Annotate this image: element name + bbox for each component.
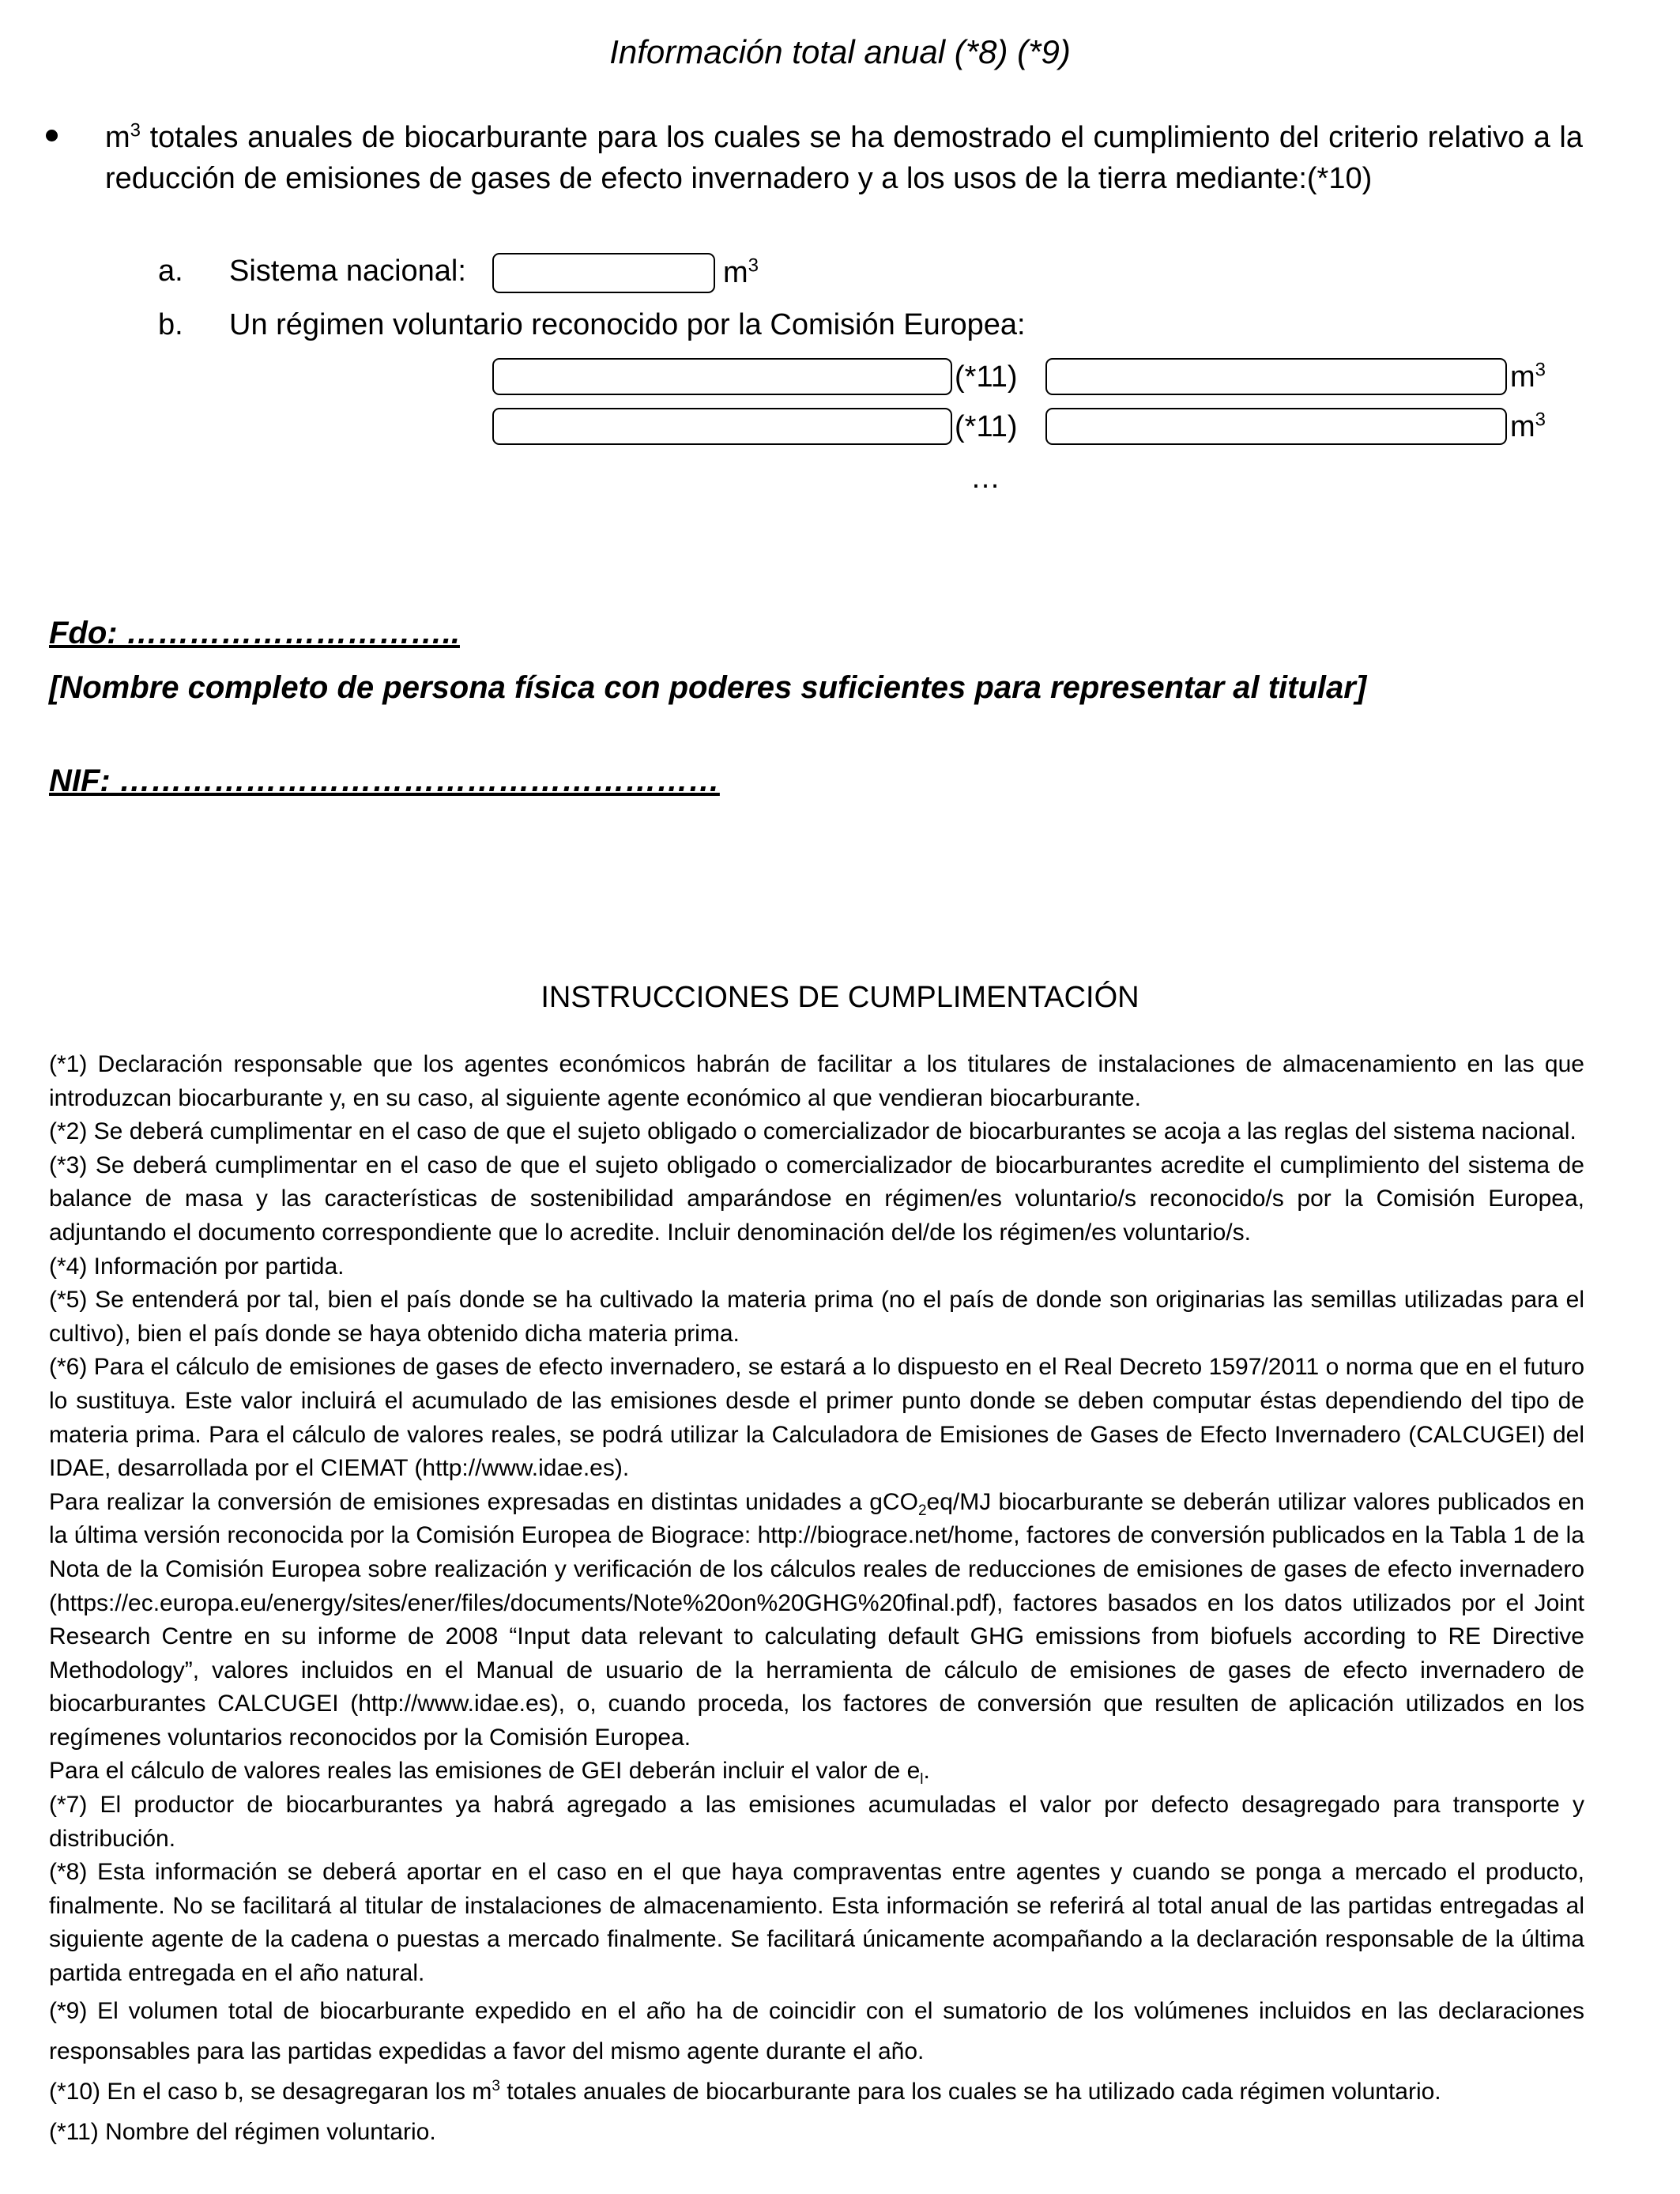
instruction-note: (*4) Información por partida. <box>49 1253 345 1280</box>
instruction-note: Para el cálculo de valores reales las emisiones de GEI deberán incluir el valor de $e_l$. <box>49 1758 930 1789</box>
continuation-ellipsis: … <box>970 462 1000 495</box>
instruction-note: (*1) Declaración responsable que los agentes económicos habrán de facilitar a los titulares de instalaciones de almacenamiento en las que introduzcan biocarburante y, en su caso, al siguiente agente económico al que vendieran biocarburante. <box>49 1051 1584 1111</box>
national-system-unit: $m^3$ <box>723 254 759 289</box>
voluntary-scheme-name-field[interactable] <box>492 408 952 445</box>
footnote-ref: (*11) <box>955 360 1018 394</box>
instruction-note: (*8) Esta información se deberá aportar en el caso en el que haya compraventas entre agentes y cuando se ponga a mercado el producto, finalmente. No se facilitará al titular de instalaciones de almacenamiento. Esta información se referirá al total anual de las partidas entregadas al siguiente agente de la cadena o puestas a mercado finalmente. Se facilitará únicamente acompañando a la declaración responsable de la última partida entregada en el año natural. <box>49 1859 1584 1987</box>
signatory-name-placeholder: [Nombre completo de persona física con poderes suficientes para representar al titular] <box>49 670 1367 705</box>
annual-info-statement: $m^3$ totales anuales de biocarburante para los cuales se ha demostrado el cumplimiento del criterio relativo a la reducción de emisiones de gases de efecto invernadero y a los usos de la tierra mediante:(*10) <box>105 119 1583 195</box>
voluntary-scheme-name-field[interactable] <box>492 358 952 395</box>
instruction-note: (*2) Se deberá cumplimentar en el caso de que el sujeto obligado o comercializador de biocarburantes se acoja a las reglas del sistema nacional. <box>49 1118 1576 1145</box>
item-b-letter: b. <box>158 308 183 341</box>
instructions-heading: INSTRUCCIONES DE CUMPLIMENTACIÓN <box>541 981 1139 1014</box>
instruction-note: (*5) Se entenderá por tal, bien el país donde se ha cultivado la materia prima (no el país de donde son originarias las semillas utilizadas para el cultivo), bien el país donde se haya obtenido dicha materia prima. <box>49 1287 1584 1347</box>
instruction-note: (*6) Para el cálculo de emisiones de gases de efecto invernadero, se estará a lo dispuesto en el Real Decreto 1597/2011 o norma que en el futuro lo sustituya. Este valor incluirá el acumulado de las emisiones desde el primer punto donde se deben computar éstas dependiendo del tipo de materia prima. Para el cálculo de valores reales, se podrá utilizar la Calculadora de Emisiones de Gases de Efecto Invernadero (CALCUGEI) del IDAE, desarrollada por el CIEMAT (http://www.idae.es). <box>49 1354 1584 1482</box>
instruction-note: (*10) En el caso b, se desagregaran los $m^3$ totales anuales de biocarburante para los cuales se ha utilizado cada régimen voluntario. <box>49 2077 1441 2105</box>
item-b-label: Un régimen voluntario reconocido por la Comisión Europea: <box>229 308 1026 341</box>
voluntary-scheme-volume-field[interactable] <box>1045 358 1507 395</box>
instruction-note: (*11) Nombre del régimen voluntario. <box>49 2118 436 2145</box>
footnote-ref: (*11) <box>955 410 1018 443</box>
instruction-note: (*3) Se deberá cumplimentar en el caso de que el sujeto obligado o comercializador de biocarburantes acredite el cumplimiento del sistema de balance de masa y las características de sostenibilidad amparándose en régimen/es voluntario/s reconocido/s por la Comisión Europea, adjuntando el documento correspondiente que lo acredite. Incluir denominación del/de los régimen/es voluntario/s. <box>49 1152 1584 1246</box>
section-title: Información total anual (*8) (*9) <box>609 33 1071 70</box>
volume-unit: $m^3$ <box>1510 409 1546 443</box>
instruction-note: (*9) El volumen total de biocarburante expedido en el año ha de coincidir con el sumatorio de los volúmenes incluidos en las declaraciones responsables para las partidas expedidas a favor del mismo agente durante el año. <box>49 1997 1584 2064</box>
instruction-note: (*7) El productor de biocarburantes ya habrá agregado a las emisiones acumuladas el valor por defecto desagregado para transporte y distribución. <box>49 1792 1584 1852</box>
volume-unit: $m^3$ <box>1510 359 1546 394</box>
nif-line: NIF: ………………………………………………… <box>49 763 720 798</box>
item-a-letter: a. <box>158 254 183 288</box>
instructions-body <box>49 1048 1584 2152</box>
national-system-volume-field[interactable] <box>492 253 715 293</box>
bullet-icon <box>46 130 58 141</box>
instruction-note: Para realizar la conversión de emisiones expresadas en distintas unidades a gCO$_2$eq/MJ biocarburante se deberán utilizar valores publicados en la última versión reconocida por la Comisión Europea de Biograce: http://biograce.net/home, factores de conversión publicados en la Tabla 1 de la Nota de la Comisión Europea sobre realización y verificación de los cálculos reales de reducciones de emisiones de gases de efecto invernadero (https://ec.europa.eu/energy/sites/ener/files/documents/Note%20on%20GHG%20final.pdf), factores basados en los datos utilizados por el Joint Research Centre en su informe de 2008 “Input data relevant to calculating default GHG emissions from biofuels according to RE Directive Methodology”, valores incluidos en el Manual de usuario de la herramienta de cálculo de emisiones de gases de efecto invernadero de biocarburantes CALCUGEI (http://www.idae.es), o, cuando proceda, los factores de conversión que resulten de aplicación utilizados en los regímenes voluntarios reconocidos por la Comisión Europea. <box>49 1488 1584 1751</box>
item-a-label: Sistema nacional: <box>229 254 466 288</box>
voluntary-scheme-volume-field[interactable] <box>1045 408 1507 445</box>
signature-line: Fdo: ………………………….. <box>49 616 460 650</box>
